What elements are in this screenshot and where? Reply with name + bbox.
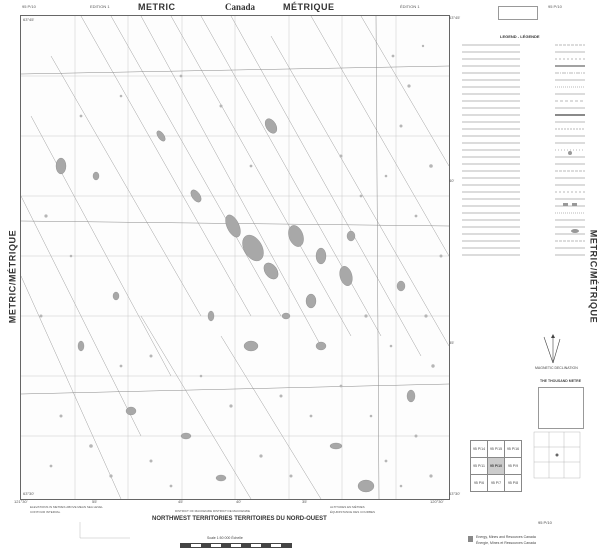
edition-label-right: ÉDITION 1 (400, 4, 420, 9)
lat-mid-1-label: 40' (449, 178, 455, 183)
index-cell: 95 P/15 (487, 440, 505, 458)
scale-label: Scale 1:50 000 Échelle (207, 536, 243, 540)
index-cell: 95 P/6 (470, 474, 488, 492)
elevation-note-right: ALTITUDES EN MÈTRES (330, 505, 365, 509)
adjoining-sheets-index (470, 440, 521, 491)
metric-title-left: METRIC (138, 2, 176, 12)
corner-lon-left: 121°30' (14, 499, 28, 504)
lat-label-bottom: 63°30' (23, 491, 35, 496)
region-line: NORTHWEST TERRITORIES TERRITOIRES DU NORD-OUEST (152, 516, 327, 522)
sheet-number-right: 95 P/10 (548, 4, 562, 9)
contour-note-left: CONTOUR INTERVAL (30, 510, 61, 514)
side-label-right: METRIC/MÉTRIQUE (588, 229, 599, 324)
lat-mid-2-label: 35' (449, 340, 455, 345)
canada-wordmark: Canada (225, 2, 256, 12)
dept-name-fr: Énergie, Mines et Ressources Canada (476, 541, 536, 545)
lat-label-top: 63°45' (23, 17, 35, 22)
legend-title: LEGEND - LÉGENDE (500, 34, 540, 39)
index-cell: 95 P/8 (504, 474, 522, 492)
topographic-map[interactable] (20, 15, 450, 500)
lon-mid-2-label: 45' (178, 499, 184, 504)
map-drawing (21, 16, 449, 499)
flag-icon (468, 536, 473, 542)
index-cell-current: 95 P/10 (487, 457, 505, 475)
index-cell: 95 P/7 (487, 474, 505, 492)
index-cell: 95 P/14 (470, 440, 488, 458)
elevation-note-left: ELEVATIONS IN METRES ABOVE MEAN SEA LEVEL (30, 505, 103, 509)
contour-note-right: ÉQUIDISTANCE DES COURBES (330, 510, 375, 514)
declination-diagram (538, 333, 568, 365)
index-sheet-label: 95 P/10 (538, 520, 552, 525)
dept-name-en: Energy, Mines and Resources Canada (476, 535, 536, 539)
index-cell: 95 P/16 (504, 440, 522, 458)
compass-diagram-left (70, 520, 140, 540)
corner-lat-bottom-right: 63°30' (449, 491, 461, 496)
legend-symbols (460, 43, 588, 263)
lon-mid-3-label: 40' (236, 499, 242, 504)
corner-lon-right: 120°30' (430, 499, 444, 504)
scale-bar (180, 543, 292, 548)
district-line: DISTRICT OF MACKENZIE DISTRICT DE MACKENZIE (175, 509, 251, 513)
declination-label: MAGNETIC DECLINATION (535, 366, 578, 370)
index-cell: 95 P/9 (504, 457, 522, 475)
metric-note-box (538, 387, 584, 429)
side-label-left: METRIC/MÉTRIQUE (7, 229, 18, 324)
reference-grid-diagram (532, 430, 582, 480)
metric-title-right: MÉTRIQUE (283, 2, 335, 12)
index-cell: 95 P/11 (470, 457, 488, 475)
sheet-number-left: 95 P/10 (22, 4, 36, 9)
edition-label-left: EDITION 1 (90, 4, 110, 9)
lon-mid-4-label: 35' (302, 499, 308, 504)
corner-lat-top-right: 63°45' (449, 15, 461, 20)
metric-note: THE THOUSAND METRE (540, 379, 582, 383)
lon-mid-1-label: 55' (92, 499, 98, 504)
